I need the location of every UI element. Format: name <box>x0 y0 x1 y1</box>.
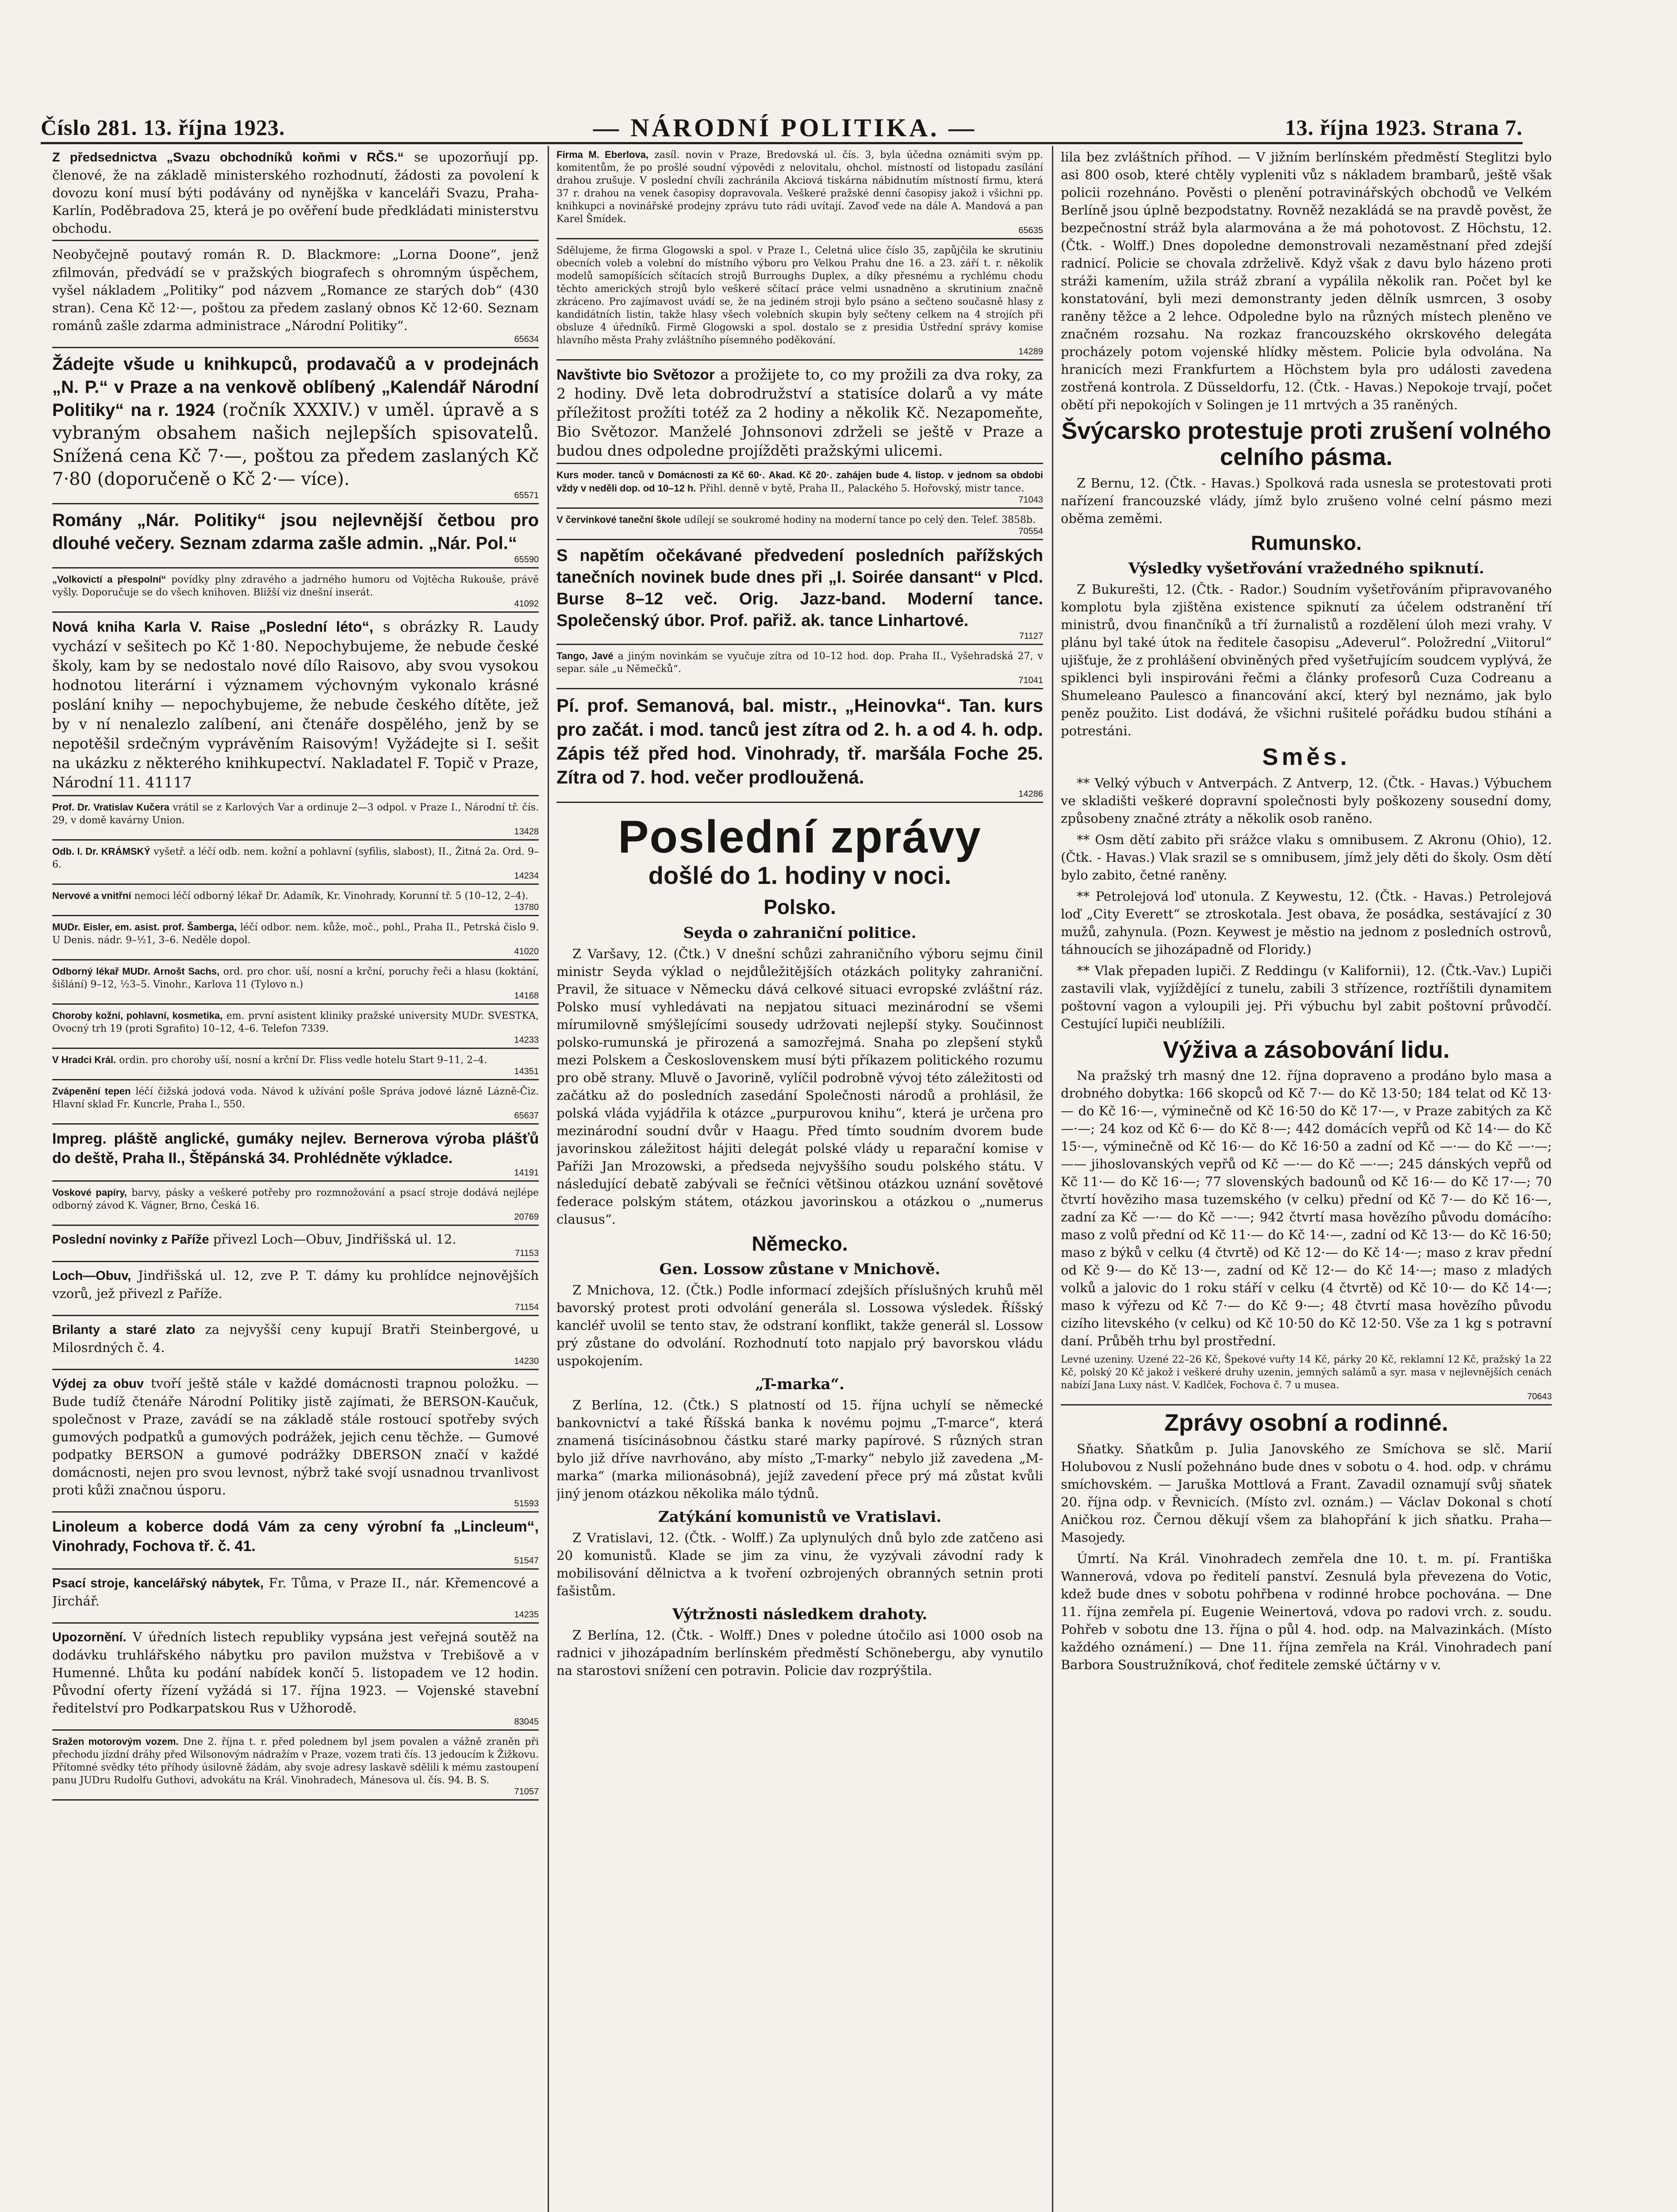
notice-item: Linoleum a koberce dodá Vám za ceny výrobní fa „Lincleum“, Vinohrady, Fochova tř. č. 41. 51547 <box>52 1517 539 1570</box>
notice-item: Z předsednictva „Svazu obchodníků koňmi v RČS.“ se upozorňují pp. členové, že na základě ministerského rozhodnutí, žádosti za povolení k dovozu koní musí býti podávány od nynějška v kanceláři Svazu, Praha-Karlín, Poděbradova 25, která je po ověření bude předkládati ministerstvu obchodu. <box>52 148 539 241</box>
article-body: Sňatky. Sňatkům p. Julia Janovského ze Smíchova se slč. Marií Holubovou z Nuslí požehnáno bude dnes v sobotu o 4. hod. odp. v chrámu smíchovském. — Jaruška Mottlová a Frant. Zavadil oznamují svůj sňatek 20. října odp. v Řevnicích. (Místo zvl. oznám.) — Václav Dokonal s chotí Aničkou roz. Černou děkují všem za blahopřání k jich sňatku. Praha—Masojedy. <box>1061 1441 1552 1545</box>
notice-item: V červinkové taneční škole udílejí se soukromé hodiny na moderní tance po celý den. Telef. 3858b. 70554 <box>556 513 1043 540</box>
notice-item: Sražen motorovým vozem. Dne 2. října t. r. před polednem byl jsem povalen a vážně zraněn při přechodu jízdní dráhy před Wilsonovým nádražím v Praze, vozem trati čís. 13 jedoucím k Žižkovu. Přítomné svědky této příhody úsilovně žádám, aby svoje adresy laskavě sdělili k mému zastoupení panu JUDru Rudolfu Guthovi, advokátu na Král. Vinohradech, Mánesova ul. čís. 94. B. S. 71057 <box>52 1735 539 1801</box>
column-divider <box>1052 146 1053 2212</box>
notice-item: Neobyčejně poutavý román R. D. Blackmore: „Lorna Doone“, jenž zfilmován, předvádí se v pražských biografech s ohromným úspěchem, vyšel nákladem „Politiky“ pod názvem „Romance ze starých dob“ (430 stran). Cena Kč 12·—, poštou za předem zaslaný obnos Kč 12·60. Seznam románů zašle zdarma administrace „Národní Politiky“. 65634 <box>52 246 539 348</box>
notice-item: Žádejte všude u knihkupců, prodavačů a v prodejnách „N. P.“ v Praze a na venkově oblíbený „Kalendář Národní Politiky“ na r. 1924 (ročník XXXIV.) v uměl. úpravě a s vybraným obsahem našich nejlepších spisovatelů. Snížená cena Kč 7·—, poštou za předem zaslaných Kč 7·80 (doporučeně o Kč 2·— více). 65571 <box>52 353 539 504</box>
article-body: Z Varšavy, 12. (Čtk.) V dnešní schůzi zahraničního výboru sejmu činil ministr Seyda výklad o nejdůležitějších otázkách polityky zahraniční. Pravil, že situace v Německu dává celkové situaci evropské zvláštní ráz. Polsko musí vyhledávati na nepjatou situaci mezinárodní se všemi mírumilovně smýšlejícími sousedy udržovati nejlepší styky. Součinnost polsko-rumunská je přirozená a samozřejmá. Snaha po zlepšení styků mezi Polskem a Československem musí býti příkazem politického rozumu pro obě strany. Mluvě o Javorině, vylíčil podrobně vývoj této záležitosti od začátku až do posledních zasedání Společnosti národů a prohlásil, že polská vláda vyjádřila k otázce „purpurovou knihu“, která je určena pro mezinárodní soudní dvůr v Haagu. Před tímto soudním dvorem bude javorinskou záležitost hájiti delegát polské vlády u reparační komise v Paříži Jan Mrozowski, a předseda nejvyššího soudu polského státu. V následující debatě zabývali se řečníci většinou otázkou uznání sovětové federace polským státem, otázkou javorinskou a otázkou o „numerus clausus“. <box>556 946 1043 1227</box>
notice-item: Brilanty a staré zlato za nejvyšší ceny kupují Bratři Steinbergové, u Milosrdných č. 4. 14230 <box>52 1321 539 1370</box>
notice-item: Upozornění. V úředních listech republiky vypsána jest veřejná soutěž na dodávku truhlářského nábytku pro pavilon mužstva v Trebišově a v Humenné. Lhůta ku podání nabídek končí 5. listopadem ve 12 hodin. Původní oferty řízení vyžádá si 17. října 1923. — Vojenské stavební ředitelství pro Podkarpatskou Rus v Užhorodě. 83045 <box>52 1628 539 1731</box>
notice-item: Levné uzeniny. Uzené 22–26 Kč, Špekové vuřty 14 Kč, párky 20 Kč, reklamní 12 Kč, pražský 1a 22 Kč, polský 20 Kč jakož i veškeré druhy uzenin, jemných salámů a syr. masa v nejlevnějších cenách nabízí Jana Luxy nást. V. Kadlček, Fochova č. 7 u musea. 70643 <box>1061 1353 1552 1406</box>
notice-item: Poslední novinky z Paříže přivezl Loch—Obuv, Jindřišská ul. 12. 71153 <box>52 1230 539 1262</box>
article-heading: Seyda o zahraniční politice. <box>683 924 917 942</box>
notice-item: Firma M. Eberlova, zasíl. novin v Praze, Bredovská ul. čís. 3, byla účedna oznámiti svým pp. komitentům, že po prošlé soudní výpovědi z nelovitalu, ohchol. místností od listopadu zasílání drahou zrušuje. V poslední chvíli zachránila Akciová tiskárna nábidnutím místností firmu, která 37 r. drahou na venek časopisy dopravovala. Veškeré pražské denní časopisy jakož i všichni pp. knihkupci a novinářské prodejny zprávu tuto rádi uvítají. Zavoď vede na dále A. Mandová a pan Karel Šmídek. 65635 <box>556 148 1043 239</box>
article-body: Z Vratislavi, 12. (Čtk. - Wolff.) Za uplynulých dnů bylo zde zatčeno asi 20 komunistů. Klade se jim za vinu, že vyzývali závodní rady k mobilisování dělnictva a k tvoření ozbrojených obranných setnin proti fašistům. <box>556 1530 1043 1599</box>
column-divider <box>548 146 549 2212</box>
column-2 <box>556 148 1043 2212</box>
article-body: Na pražský trh masný dne 12. října dopraveno a prodáno bylo masa a drobného dobytka: 166 skopců od Kč 7·— do Kč 13·50; 184 telat od Kč 13·— do Kč 16·—, výminečně od Kč 16·50 do Kč 17·—, v Praze zabitých za Kč —·—; 24 koz od Kč 6·— do Kč 8·—; 442 domácích vepřů od Kč 14·— do Kč 15·—, výminečně od Kč 16·— do Kč 16·50 a zadní od Kč —·— do Kč —·—; —— jihoslovanských vepřů od Kč —·— do Kč —·—; 245 dánských vepřů od Kč 11·— do Kč 16·—; 77 slovenských badounů od Kč 16·— do Kč 17·—; 70 čtvrtí hověziho masa tuzemského (v celku) přední od Kč 7·— do Kč 16·—, zadní za Kč —·— do Kč —·—; 942 čtvrtí masa hovězího původu domácího: maso z volů přední od Kč 11·— do Kč 14·—, zadní od Kč 13·— do Kč 16·50; maso z býků v celku (4 čtvrtě) od Kč 12·— do Kč 14·—; maso z krav přední od Kč 9·— do Kč 13·—, zadní od Kč 12·— do Kč 14·—; maso z mladých volků a jalovic do 1 roku stáří v celku (4 čtvrtě) od Kč 10·— do Kč 14·—; maso k výřezu od Kč 7·— do Kč 9·—; 48 čtvrtí masa hovězího původu cizího litevského (v celku) od Kč 10·50 do Kč 12·50. Vše za 1 kg s potravní daní. Průběh trhu byl prostřední. <box>1061 1068 1552 1349</box>
section-heading-miscellany: Směs. <box>1262 744 1351 771</box>
news-item: ** Vlak přepaden lupiči. Z Reddingu (v Kalifornii), 12. (Čtk.-Vav.) Lupiči zastavili vlak, vyjíždějící z tunelu, zabili 3 střízence, roztříštili dynamitem poštovní vagon a vyloupili jej. Při výbuchu byl zabit poštovní průvodčí. Cestující lupiči neublížili. <box>1061 963 1552 1031</box>
notice-item: V Hradci Král. ordin. pro choroby uší, nosní a krční Dr. Fliss vedle hotelu Start 9–11, 2–4. 14351 <box>52 1053 539 1080</box>
article-body: Z Bernu, 12. (Čtk. - Havas.) Spolková rada usnesla se protestovati proti nařízení francouzské vlády, jímž bylo zrušeno volné celní pásmo mezi oběma zeměmi. <box>1061 475 1552 526</box>
notice-item: Nová kniha Karla V. Raise „Poslední léto“, s obrázky R. Laudy vychází v sešitech po Kč 1·80. Nepochybujeme, že nebude české školy, kam by se nedostalo nové dílo Raisovo, aby svou vysokou hodnotou literární i významem výchovným vykonalo krásné poslání knihy — nepochybujeme, že nebude českého dítěte, jež by v ní nenalezlo zalíbení, ani čtenáře dospělého, jenž by se nepotěšil srdečným vyprávěním Raisovým! Vyžádejte si I. sešit na ukázku z některého knihkupectví. Nakladatel F. Topič v Praze, Národní 11. 41117 <box>52 617 539 796</box>
article-body: Z Berlína, 12. (Čtk.) S platností od 15. října uchylí se německé bankovnictví a také Říšská banka k novému pojmu „T-marce“, která znamená tisícinásobnou částku staré marky papírové. S různých stran bylo již dříve navrhováno, aby místo „T-marky“ nebylo již zavedena „M-marka“ (marka milionásobná), jejíž zavedení přece prý má zůstat kvůli jiný jenom otázkou několika málo týdnů. <box>556 1398 1043 1502</box>
notice-item: Nervové a vnitřní nemoci léčí odborný lékař Dr. Adamík, Kr. Vinohrady, Korunní tř. 5 (10–12, 2–4). 13780 <box>52 889 539 916</box>
notice-item: Prof. Dr. Vratislav Kučera vrátil se z Karlových Var a ordinuje 2—3 odpol. v Praze I., Národní tř. čís. 29, v domě kavárny Union. 13428 <box>52 801 539 841</box>
column-1 <box>52 148 539 2212</box>
article-body: Z Bukurešti, 12. (Čtk. - Rador.) Soudním vyšetřováním připravovaného komplotu byla zjištěna existence spiknutí za účelem odstranění tří ministrů, dvou finančníků a tří žurnalistů a rozdělení úloh mezi vrahy. V plánu byl také útok na ředitele časopisu „Adeverul“. Položrední „Viitorul“ ujišťuje, že z prohlášení obviněných před vyšetřujícím soudcem vyplývá, že spiklenci byli inspirováni řečmi a články profesorů Cuza Codreanu a Shumeleano Paulesco a financování akcí, který byl neznámo, jak bylo peněz použito. List dodává, že všichni rušitelé pořádku budou stíháni a potrestáni. <box>1061 582 1552 739</box>
article-heading: „T-marka“. <box>755 1375 844 1394</box>
notice-item: Odb. l. Dr. KRÁMSKÝ vyšetř. a léčí odb. nem. kožní a pohlavní (syfilis, slabost), II., Žitná 2a. Ord. 9–6. 14234 <box>52 845 539 885</box>
section-heading-food-supply: Výživa a zásobování lidu. <box>1163 1036 1450 1063</box>
section-heading-personal: Zprávy osobní a rodinné. <box>1164 1409 1449 1436</box>
banner-subtitle: došlé do 1. hodiny v noci. <box>648 861 952 889</box>
notice-item: Kurs moder. tanců v Domácnosti za Kč 60·. Akad. Kč 20·. zahájen bude 4. listop. v jednom sa obdobi vždy v neděli dop. od 10–12 h. Přihl. denně v bytě, Praha II., Palackého 5. Hořovský, mistr tance. 71043 <box>556 469 1043 509</box>
news-item: ** Petrolejová loď utonula. Z Keywestu, 12. (Čtk. - Havas.) Petrolejová loď „City Everett“ se ztroskotala. Jest obava, že posádka, sestávající z 30 mužů, zahynula. (Pozn. Keywest je městio na jednom z posledních ostrovů, táhnoucích se jihozápadně od Floridy.) <box>1061 888 1552 957</box>
notice-item: Tango, Javé a jiným novinkám se vyučuje zítra od 10–12 hod. dop. Praha II., Vyšehradská 27, v separ. sále „u Němečků“. 71041 <box>556 649 1043 689</box>
article-heading: Gen. Lossow zůstane v Mnichově. <box>659 1260 940 1279</box>
notice-item: S napětím očekávané předvedení posledních pařížských tanečních novinek bude dnes při „I. Soirée dansant“ v Plcd. Burse 8–12 več. Orig. Jazz-band. Moderní tance. Společenský úbor. Prof. pařiž. ak. tance Linhartové. 71127 <box>556 545 1043 645</box>
notice-item: Navštivte bio Světozor a prožijete to, co my prožili za dva roky, za 2 hodiny. Dvě leta dobrodružství a statisíce dolarů a vy máte příležitost prožíti totéž za 2 hodiny a několik Kč. Nezapomeňte, Bio Světozor. Manželé Johnsonovi zdrželi se ještě v Praze a budou dnes odpoledne projížděti pražskými ulicemi. <box>556 365 1043 464</box>
notice-item: „Volkovictí a přespolní“ povídky plny zdravého a jadrného humoru od Vojtěcha Rukouše, právě vyšly. Doporučuje se do všech knihoven. Bližší viz dnešní inserát. 41092 <box>52 573 539 613</box>
article-heading: Výsledky vyšetřování vražedného spiknutí. <box>1128 560 1485 578</box>
notice-item: Impreg. pláště anglické, gumáky nejlev. Bernerova výroba plášťů do deště, Praha II., Štěpánská 34. Prohlédněte výkladce. 14191 <box>52 1129 539 1182</box>
banner-title: Poslední zprávy <box>618 811 982 863</box>
header-issue-date: Číslo 281. 13. října 1923. <box>41 115 285 140</box>
header-page-number: 13. října 1923. Strana 7. <box>1285 115 1523 140</box>
notice-item: Choroby kožní, pohlavní, kosmetika, em. první asistent kliniky pražské university MUDr. SVESTKA, Ovocný trh 19 (proti Sgrafito) 10–12, 4–6. Telefon 7339. 14233 <box>52 1009 539 1049</box>
article-heading: Výtržnosti následkem drahoty. <box>672 1605 928 1624</box>
article-continuation: lila bez zvláštních příhod. — V jižním berlínském předměstí Steglitzi bylo asi 800 osob, které chtěly vypleniti vůz s nákladem brambarů, ještě však policii rozehnáno. Pověsti o plenění potravinářských obchodů ve Velkém Berlíně jsou úplně bezpodstatny. Rovněž nezakládá se na pravdě pověst, že bezpečnostní stráž byla alarmována a že má pohotovost. Z Höchstu, 12. (Čtk. - Wolff.) Dnes dopoledne demonstrovali nezaměstnaní před zdejší radnicí. Policie se chovala zdrželivě. Když však z davu bylo házeno proti stráži kamením, užila stráž zbraní a vypálila několik ran. Počet byl ke konstatování, byli mezi demonstranty jeden dělník usmrcen, 3 osoby raněny těžce a 2 lehce. Odpoledne bylo na různých místech pleněno ve značném rozsahu. Na rozkaz francouzského okrskového delegáta procházely potom vojenské hlídky městem. Policie byla odvolána. Na hranicích mezi Frankfurtem a Höchstem byla pro události zavedena zostřená kontrola. Z Düsseldorfu, 12. (Čtk. - Havas.) Nepokoje trvají, počet obětí při nepokojích v Solingen je 11 mrtvých a 35 raněných. <box>1061 150 1552 412</box>
notice-item: Romány „Nár. Politiky“ jsou nejlevnější četbou pro dlouhé večery. Seznam zdarma zašle admin. „Nár. Pol.“ 65590 <box>52 509 539 568</box>
notice-item: Loch—Obuv, Jindřišská ul. 12, zve P. T. dámy ku prohlídce nejnovějších vzorů, jež přivezl z Paříže. 71154 <box>52 1267 539 1316</box>
latest-news-banner <box>556 813 1043 890</box>
notice-item: Odborný lékař MUDr. Arnošt Sachs, ord. pro chor. uší, nosní a krční, poruchy řeči a hlasu (koktání, šišlání) 9–12, ½3–5. Vinohr., Karlova 11 (Tylovo n.) 14168 <box>52 965 539 1005</box>
section-heading-romania: Rumunsko. <box>1251 531 1362 554</box>
notice-item: Pí. prof. Semanová, bal. mistr., „Heinovka“. Tan. kurs pro začát. i mod. tanců jest zítra od 2. h. a od 4. h. odp. Zápis též před hod. Vinohrady, tř. maršála Foche 25. Zítra od 7. hod. večer prodloužená. 14286 <box>556 694 1043 803</box>
article-heading: Zatýkání komunistů ve Vratislavi. <box>658 1508 942 1526</box>
article-body: Z Berlína, 12. (Čtk. - Wolff.) Dnes v poledne útočilo asi 1000 osob na radnici v jihozápadním berlínském předměstí Schönebergu, aby vynutilo na starostovi snížení cen potravin. Policie dav rozprýštila. <box>556 1628 1043 1678</box>
page-header <box>41 113 1523 144</box>
notice-item: Zvápenění tepen léčí čižská jodová voda. Návod k užívání pošle Správa jodové lázně Lázně-Čiz. Hlavní sklad Fr. Kuncrle, Praha I., 550. 65637 <box>52 1085 539 1125</box>
article-body: Úmrtí. Na Král. Vinohradech zemřela dne 10. t. m. pí. Františka Wannerová, vdova po ředitelí panství. Zesnulá byla převezena do Votic, kdež bude dnes v sobotu pohřbena v rodinné hrobce pochována. — Dne 11. října zemřela pí. Eugenie Weinertová, vdova po radovi vrch. z. soudu. Pohřeb v sobotu dne 13. října o půl 4. hod. odp. na Malvazinkách. (Místo každého oznámení.) — Dne 11. října zemřela na Král. Vinohradech paní Barbora Soustružníková, choť ředitele zemské účtárny v v. <box>1061 1551 1552 1672</box>
news-item: ** Osm dětí zabito při srážce vlaku s omnibusem. Z Akronu (Ohio), 12. (Čtk. - Havas.) Vlak srazil se s omnibusem, jímž jely děti do školy. Osm dětí bylo zabito, četné raněny. <box>1061 832 1552 883</box>
header-masthead: — NÁRODNÍ POLITIKA. — <box>593 113 977 142</box>
notice-item: Sdělujeme, že firma Glogowski a spol. v Praze I., Celetná ulice číslo 35, zapůjčila ke skrutiniu obecních voleb a volební do místního výboru pro Velkou Prahu dne 16. a 23. září t. r. několik modelů samopíšících sčítacích strojů Burroughs Duplex, a díky přesnému a rychlému chodu těchto amerických strojů bylo veškeré sčítací práce velmi usnadněno a skrutinium značně zkráceno. Pro zajímavost uvádí se, že na jediném stroji bylo psáno a sečteno současně hlasy z kandidátních listin, takže hlasy všech volebních skupin byly sečteny celkem na 4 strojích při obsluze 4 úředníků. Firmě Glogowski a spol. dostalo se z presidia Ústřední správy komise hlavního města Prahy zvláštního písemného poděkování. 14289 <box>556 244 1043 361</box>
section-heading-germany: Německo. <box>752 1232 848 1255</box>
column-3 <box>1061 148 1552 2212</box>
news-item: ** Velký výbuch v Antverpách. Z Antverp, 12. (Čtk. - Havas.) Výbuchem ve skladišti veškeré dopravní společnosti byly poškozeny sousední domy, způsobeny značné ztráty a několik osob raněno. <box>1061 775 1552 826</box>
article-body: Z Mnichova, 12. (Čtk.) Podle informací zdejších příslušných kruhů měl bavorský protest proti odvolání generála sl. Lossowa výsledek. Říšský kancléř uvolil se tento stav, že odstraní konflikt, takže generál sl. Lossow prý zůstane do odvolání. Rozhodnutí toto napjalo prý bavorskou vládu uspokojením. <box>556 1283 1043 1369</box>
notice-item: Výdej za obuv tvoří ještě stále v každé domácnosti trapnou položku. — Bude tudíž čtenáře Národní Politiky jistě zajímati, že BERSON-Kaučuk, společnost v Praze, zavádí se na základě stále rostoucí spotřeby svých gumových podpatků a gumových podrážek, jejich cenu těchže. — Gumové podpatky BERSON a gumové podrážky DBERSON značí v každé domácnosti, nejen pro svou levnost, nýbrž také svojí usnadnou trvanlivost proti kůži značnou úsporu. 51593 <box>52 1375 539 1513</box>
section-heading-switzerland: Švýcarsko protestuje proti zrušení volného celního pásma. <box>1061 418 1551 471</box>
notice-item: Voskové papíry, barvy, pásky a veškeré potřeby pro rozmnožování a psací stroje dodává nejlépe odborný závod K. Vágner, Brno, Česká 16. 20769 <box>52 1186 539 1226</box>
section-heading-poland: Polsko. <box>764 895 836 918</box>
notice-item: MUDr. Eisler, em. asist. prof. Šamberga, léčí odbor. nem. kůže, moč., pohl., Praha II., Petrská čislo 9. U Denis. nádr. 9–½1, 3–6. Neděle dopol. 41020 <box>52 921 539 960</box>
notice-item: Psací stroje, kancelářský nábytek, Fr. Tůma, v Praze II., nár. Křemencové a Jirchář. 14235 <box>52 1574 539 1624</box>
